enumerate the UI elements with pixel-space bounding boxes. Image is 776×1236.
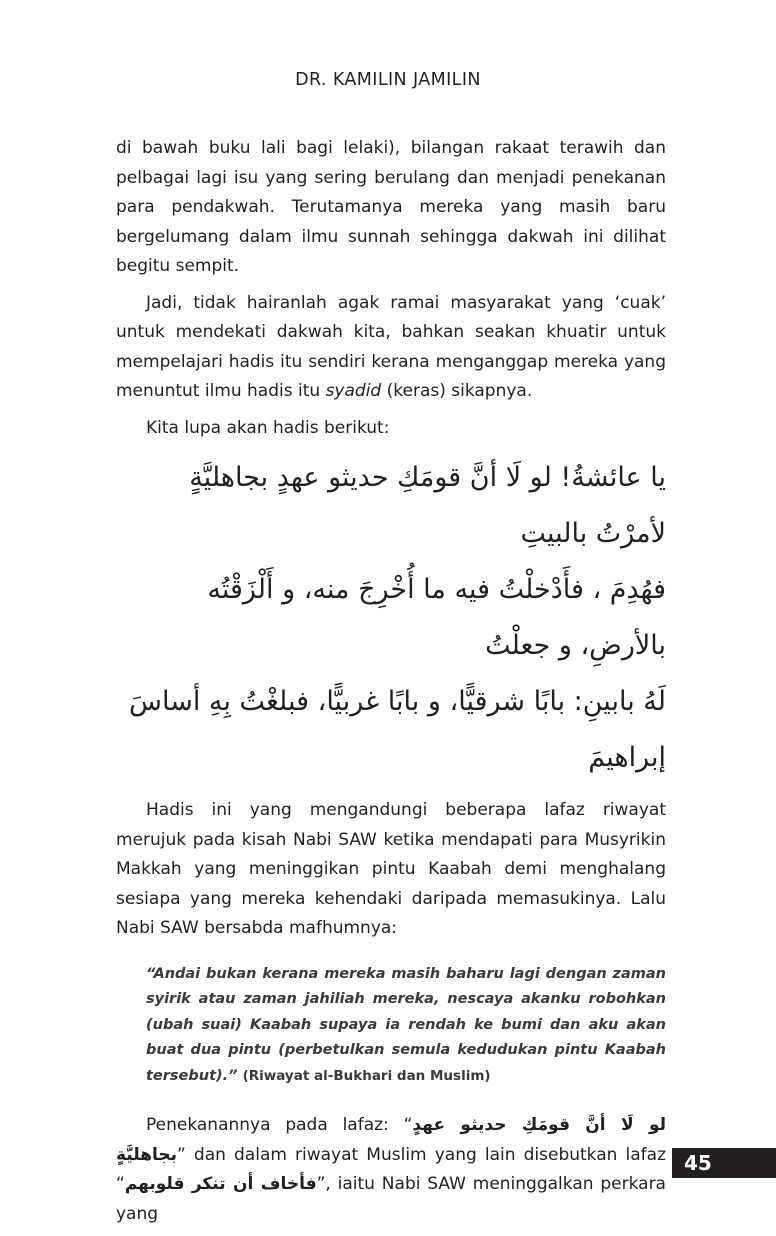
paragraph-2-italic-term: syadid [325,381,382,401]
page-number-tab [672,1148,776,1178]
page-number: 45 [684,1151,712,1175]
paragraph-2-text-end: (keras) sikapnya. [381,381,533,401]
paragraph-5 [116,1111,666,1229]
inline-arabic-phrase-1: لو لَا أنَّ قومَكِ حديثو عهدٍ بجاهليَّةٍ [116,1115,667,1165]
paragraph-5-text-3: ”, iaitu Nabi SAW meninggalkan perkara yang [116,1174,666,1224]
paragraph-3: Kita lupa akan hadis berikut: [146,417,390,438]
quote-text: “Andai bukan kerana mereka masih baharu lagi dengan zaman syirik atau zaman jahiliah mereka, nescaya akanku robohkan (ubah suai) Kaabah supaya ia rendah ke bumi dan aku akan buat dua pintu (perbetulkan semula kedudukan pintu Kaabah tersebut).” [146,965,666,1084]
inline-arabic-phrase-2: فأخاف أن تنكر قلوبهم [124,1174,317,1194]
paragraph-2 [116,289,666,407]
paragraph-5-text-2: ” dan dalam riwayat Muslim yang lain disebutkan lafaz “ [116,1144,666,1194]
quote-citation: (Riwayat al-Bukhari dan Muslim) [242,1067,491,1084]
running-header: DR. KAMILIN JAMILIN [295,70,481,90]
block-quote [146,962,666,1090]
hadith-line-1: يا عائشةُ! لو لَا أنَّ قومَكِ حديثو عهدٍ بجاهليَّةٍ لأمرْتُ بالبيتِ [189,462,666,549]
paragraph-2-text: Jadi, tidak hairanlah agak ramai masyarakat yang ‘cuak’ untuk mendekati dakwah kita, bahkan seakan khuatir untuk mempelajari hadis itu sendiri kerana menganggap mereka yang menuntut ilmu hadis itu [116,292,666,401]
page-body [116,134,666,1236]
paragraph-5-text-1: Penekanannya pada lafaz: “ [146,1115,413,1135]
paragraph-4: Hadis ini yang mengandungi beberapa lafaz riwayat merujuk pada kisah Nabi SAW ketika mendapati para Musyrikin Makkah yang meninggikan pintu Kaabah demi menghalang sesiapa yang mereka kehendaki daripada memasukinya. Lalu Nabi SAW bersabda mafhumnya: [116,800,666,938]
hadith-arabic-text [116,450,666,786]
hadith-line-3: لَهُ بابينِ: بابًا شرقيًّا، و بابًا غربيًّا، فبلغْتُ بِهِ أساسَ إبراهيمَ [129,686,666,773]
hadith-line-2: فهُدِمَ ، فأَدْخلْتُ فيه ما أُخْرِجَ منه، و أَلْزَقْتُه بالأرضِ، و جعلْتُ [207,574,666,661]
paragraph-1: di bawah buku lali bagi lelaki), bilangan rakaat terawih dan pelbagai lagi isu yang sering berulang dan menjadi penekanan para pendakwah. Terutamanya mereka yang masih baru bergelumang dalam ilmu sunnah sehingga dakwah ini dilihat begitu sempit. [116,138,666,276]
